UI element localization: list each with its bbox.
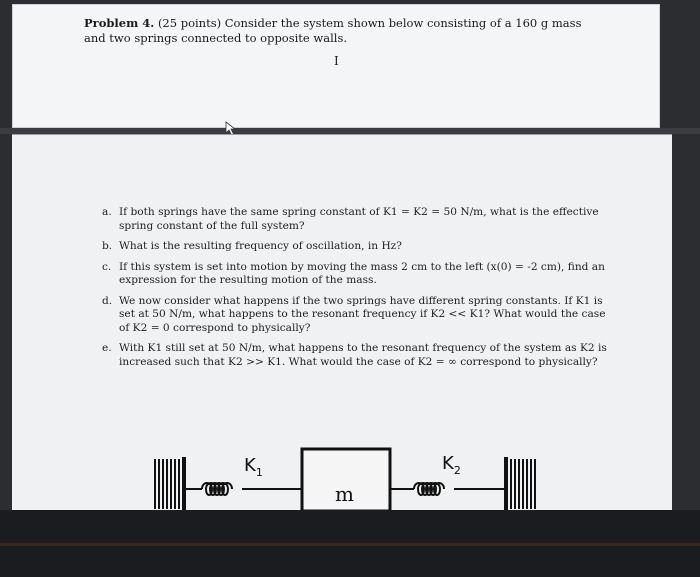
question-letter: b. [102,240,113,252]
mass-label: m [335,482,354,506]
problem-text: (25 points) Consider the system shown below consisting of a 160 g mass and two springs connected to opposite walls. [84,16,582,45]
bezel-edge [0,543,700,546]
right-wall [504,457,536,511]
question-d [102,295,614,336]
k2-label: $K_2$ [442,453,461,477]
problem-statement [84,16,584,46]
question-letter: a. [102,206,112,218]
spring-k1 [186,483,302,495]
screen-bottom-bezel [0,510,700,577]
question-text: If this system is set into motion by moving the mass 2 cm to the left (x(0) = -2 cm), find an expression for the resulting motion of the mass. [119,260,605,286]
question-text: What is the resulting frequency of oscillation, in Hz? [119,240,402,252]
question-e [102,342,614,369]
question-text: With K1 still set at 50 N/m, what happens to the resonant frequency of the system as K2 is increased such that K2 >> K1. What would the case of K2 = ∞ correspond to physically? [119,342,607,368]
questions-panel [12,134,672,511]
question-letter: c. [102,260,112,273]
question-letter: d. [102,294,113,307]
text-cursor-mark: I [334,54,339,68]
spring-mass-diagram [152,447,542,511]
question-b [102,240,614,254]
question-text: We now consider what happens if the two springs have different spring constants. If K1 is set at 50 N/m, what happens to the resonant frequency if K2 << K1? What would the case of K2 = 0 correspond to physically? [119,294,606,334]
k1-label: $K_1$ [244,455,263,479]
question-a [102,206,614,233]
question-text: If both springs have the same spring constant of K1 = K2 = 50 N/m, what is the effective spring constant of the full system? [119,206,599,232]
question-letter: e. [102,342,112,354]
problem-heading: Problem 4. [84,16,155,30]
left-wall [154,457,186,511]
spring-k2 [390,483,504,495]
question-list [102,206,614,376]
problem-header-panel [12,4,660,128]
question-c [102,261,614,288]
